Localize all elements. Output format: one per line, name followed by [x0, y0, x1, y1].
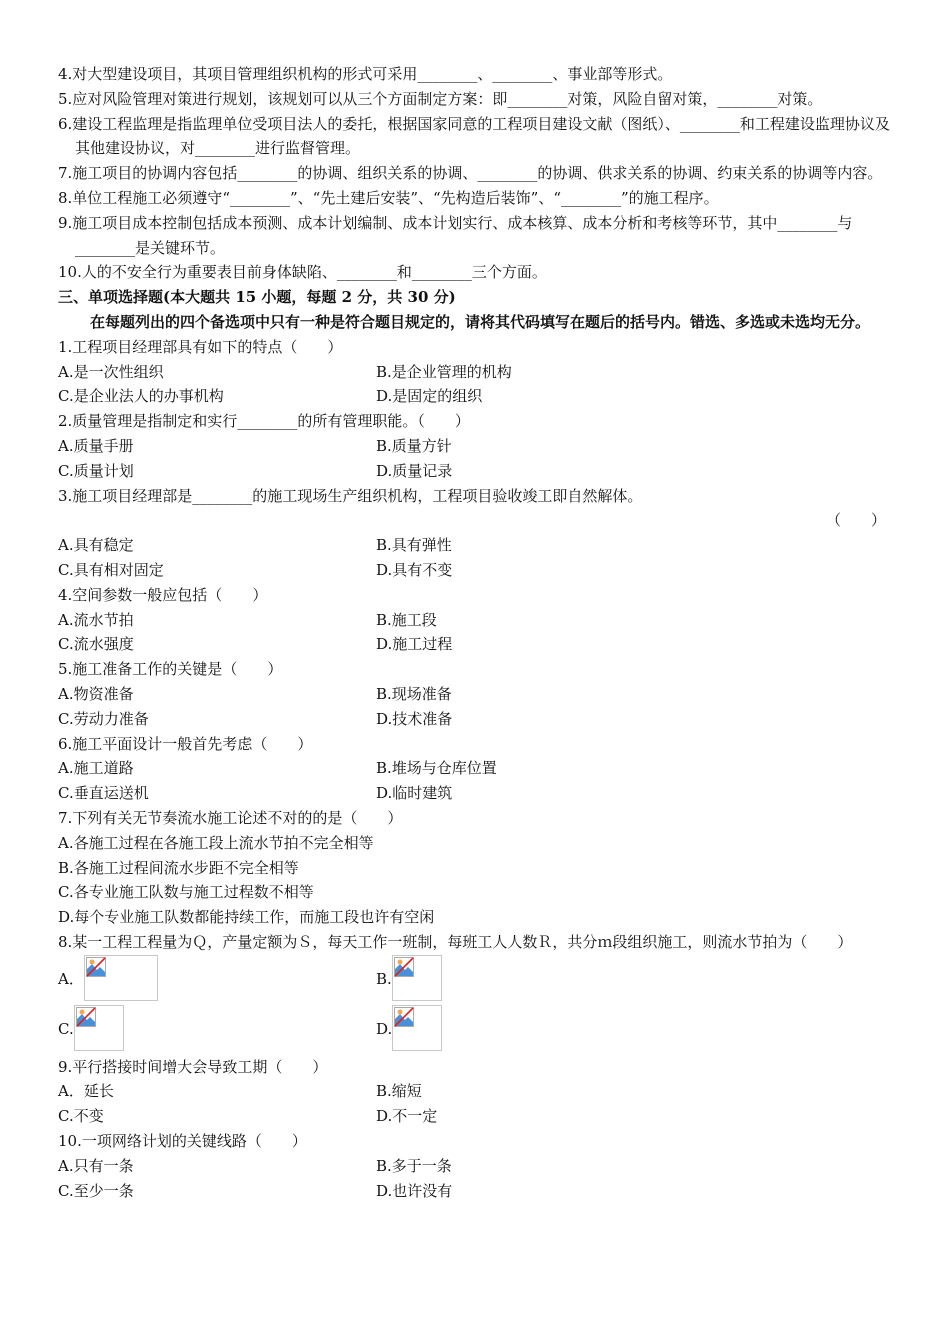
- question-1-options-row-2: [58, 384, 894, 409]
- question-6-options-row-2: [58, 781, 894, 806]
- option-d: D.施工过程: [376, 635, 453, 654]
- option-a: A.施工道路: [58, 759, 134, 778]
- question-4-stem: 4.空间参数一般应包括（ ）: [58, 585, 268, 604]
- formula-image: [84, 955, 158, 1001]
- option-b: B.是企业管理的机构: [376, 362, 512, 381]
- question-2-options-row-2: [58, 459, 894, 484]
- question-9-options-row-2: [58, 1104, 894, 1129]
- question-8-stem: 8.某一工程工程量为Ｑ，产量定额为Ｓ，每天工作一班制，每班工人人数Ｒ，共分ｍ段组织施工，则流水节拍为（ ）: [58, 932, 853, 951]
- option-c: [58, 1005, 376, 1051]
- option-c: C.劳动力准备: [58, 709, 149, 728]
- option-a: A.质量手册: [58, 436, 134, 455]
- option-d: D.质量记录: [376, 461, 453, 480]
- option-a: A.是一次性组织: [58, 362, 164, 381]
- option-a-label: A．: [58, 969, 84, 988]
- option-d: D.不一定: [376, 1107, 438, 1126]
- option-b: B.施工段: [376, 610, 437, 629]
- option-c: C.质量计划: [58, 461, 134, 480]
- option-b: [376, 955, 894, 1001]
- option-d: [376, 1005, 894, 1051]
- section-instruction: 在每题列出的四个备选项中只有一种是符合题目规定的，请将其代码填写在题后的括号内。错选、多选或未选均无分。: [90, 312, 871, 331]
- option-a: A.物资准备: [58, 684, 134, 703]
- option-c: C.流水强度: [58, 635, 134, 654]
- question-10-options-row-1: [58, 1154, 894, 1179]
- option-a: A.各施工过程在各施工段上流水节拍不完全相等: [58, 833, 374, 852]
- option-d: D.每个专业施工队数都能持续工作，而施工段也许有空闲: [58, 908, 435, 927]
- option-b-label: B.: [376, 969, 392, 988]
- option-c: C.是企业法人的办事机构: [58, 387, 224, 406]
- option-d: D.具有不变: [376, 560, 453, 579]
- formula-image: [392, 955, 442, 1001]
- option-b: B.现场准备: [376, 684, 452, 703]
- option-c: C.至少一条: [58, 1181, 134, 1200]
- fill-blank-item-8: 8.单位工程施工必须遵守“________”、“先土建后安装”、“先构造后装饰”、“________”的施工程序。: [58, 188, 719, 207]
- question-9-stem: 9.平行搭接时间增大会导致工期（ ）: [58, 1057, 328, 1076]
- option-a: A.具有稳定: [58, 536, 134, 555]
- option-d: D.技术准备: [376, 709, 453, 728]
- option-d: D.也许没有: [376, 1181, 453, 1200]
- question-5-stem: 5.施工准备工作的关键是（ ）: [58, 660, 283, 679]
- option-c: C.垂直运送机: [58, 784, 149, 803]
- section-heading: 三、单项选择题(本大题共 15 小题，每题 2 分，共 30 分): [58, 288, 456, 307]
- broken-image-icon: [394, 1007, 414, 1027]
- question-5-options-row-1: [58, 682, 894, 707]
- fill-blank-item-4: 4.对大型建设项目，其项目管理组织机构的形式可采用________、________、事业部等形式。: [58, 65, 673, 83]
- option-d-label: D.: [376, 1019, 393, 1038]
- fill-blank-item-7: 7.施工项目的协调内容包括________的协调、组织关系的协调、________的协调、供求关系的协调、约束关系的协调等内容。: [58, 164, 883, 183]
- option-a: [58, 955, 376, 1001]
- option-a: A.只有一条: [58, 1156, 134, 1175]
- broken-image-icon: [86, 957, 106, 977]
- question-4-options-row-1: [58, 608, 894, 633]
- option-a: A.流水节拍: [58, 610, 134, 629]
- question-4-options-row-2: [58, 632, 894, 657]
- option-b: B.缩短: [376, 1082, 422, 1101]
- option-d: D.是固定的组织: [376, 387, 483, 406]
- question-10-options-row-2: [58, 1179, 894, 1204]
- question-5-options-row-2: [58, 707, 894, 732]
- question-3-options-row-1: [58, 533, 894, 558]
- option-c: C.具有相对固定: [58, 560, 164, 579]
- question-9-options-row-1: [58, 1079, 894, 1104]
- fill-blank-item-6: 6.建设工程监理是指监理单位受项目法人的委托，根据国家同意的工程项目建设文献（图纸）、________和工程建设监理协议及其他建设协议，对________进行监督管理。: [58, 114, 890, 158]
- option-b: B.堆场与仓库位置: [376, 759, 497, 778]
- broken-image-icon: [394, 957, 414, 977]
- option-c: C.不变: [58, 1107, 104, 1126]
- question-3-options-row-2: [58, 558, 894, 583]
- question-3-stem: 3.施工项目经理部是________的施工现场生产组织机构，工程项目验收竣工即自然解体。: [58, 486, 643, 505]
- question-2-options-row-1: [58, 434, 894, 459]
- question-1-stem: 1.工程项目经理部具有如下的特点（ ）: [58, 337, 343, 356]
- fill-blank-item-5: 5.应对风险管理对策进行规划，该规划可以从三个方面制定方案：即________对策，风险自留对策，________对策。: [58, 89, 823, 108]
- option-b: B.多于一条: [376, 1156, 452, 1175]
- answer-parentheses: （ ）: [825, 511, 886, 530]
- broken-image-icon: [76, 1007, 96, 1027]
- question-8-options-row-1: [58, 955, 894, 1005]
- question-6-options-row-1: [58, 756, 894, 781]
- fill-blank-item-10: 10.人的不安全行为重要表目前身体缺陷、________和________三个方面。: [58, 263, 547, 282]
- fill-blank-item-9: 9.施工项目成本控制包括成本预测、成本计划编制、成本计划实行、成本核算、成本分析和考核等环节，其中________与________是关键环节。: [58, 213, 853, 257]
- option-a: A．延长: [58, 1082, 114, 1101]
- formula-image: [392, 1005, 442, 1051]
- formula-image: [74, 1005, 124, 1051]
- option-d: D.临时建筑: [376, 784, 453, 803]
- question-7-stem: 7.下列有关无节奏流水施工论述不对的的是（ ）: [58, 808, 403, 827]
- option-c-label: C.: [58, 1019, 74, 1038]
- option-b: B.质量方针: [376, 436, 452, 455]
- question-6-stem: 6.施工平面设计一般首先考虑（ ）: [58, 734, 313, 753]
- option-b: B.各施工过程间流水步距不完全相等: [58, 858, 299, 877]
- option-c: C.各专业施工队数与施工过程数不相等: [58, 883, 314, 902]
- option-b: B.具有弹性: [376, 536, 452, 555]
- question-10-stem: 10.一项网络计划的关键线路（ ）: [58, 1132, 307, 1151]
- question-1-options-row-1: [58, 360, 894, 385]
- exam-page: [58, 62, 894, 1203]
- question-2-stem: 2.质量管理是指制定和实行________的所有管理职能。（ ）: [58, 412, 470, 431]
- question-8-options-row-2: [58, 1005, 894, 1055]
